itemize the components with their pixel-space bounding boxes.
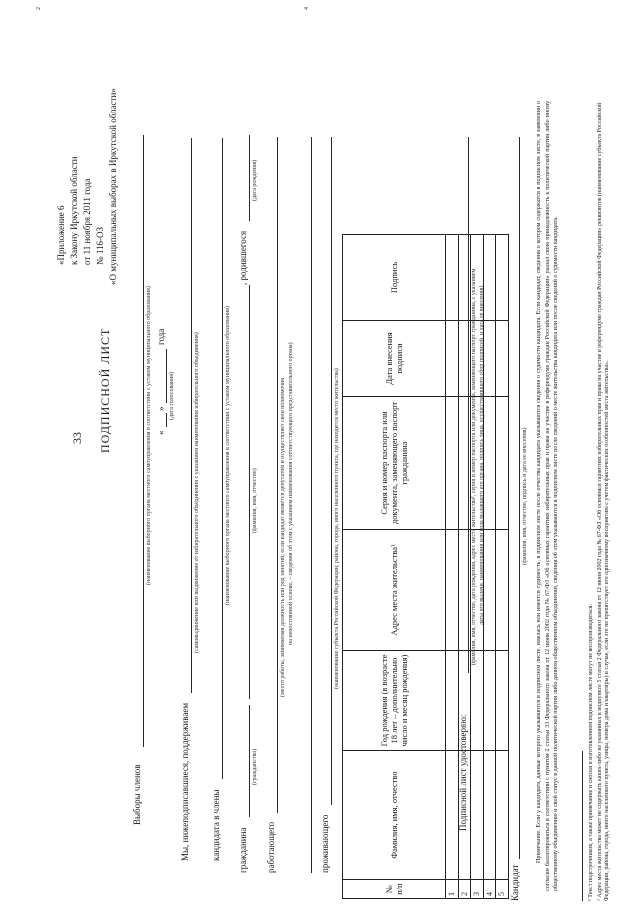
- row-number: 4: [483, 880, 496, 899]
- birthyear-cell: [496, 651, 509, 751]
- candidate-body-line: [222, 138, 223, 779]
- certify-caption-2: даты его выдачи, наименования или кода выдавшего его органа, подпись лица, осуществлявшего сбор подписей, и дата ее внесения): [479, 285, 485, 625]
- signature-cell: [496, 235, 509, 321]
- born-label: , родившегося: [238, 230, 248, 285]
- edge-mark-top: 2: [36, 7, 42, 10]
- date-open-quote: «: [156, 430, 166, 435]
- table-header-row: [343, 235, 446, 899]
- date-cell: [446, 321, 459, 397]
- birthdate-caption: (дата рождения): [252, 159, 258, 201]
- work-caption-1: (место работы, занимаемая должность или род занятий; если кандидат является депутатом и осуществляет свои полномочия: [280, 377, 286, 697]
- birthyear-cell: [471, 651, 484, 751]
- candidate-body-caption: (наименование выборного органа местного самоуправления в соответствии с уставом муниципального образования): [225, 306, 231, 605]
- certify-line: [468, 137, 469, 673]
- certify-label: Подписной лист удостоверяю:: [458, 714, 468, 831]
- col-fio-header: Фамилия, имя, отчество: [343, 751, 446, 880]
- association-caption: (самовыдвижение или выдвижение от избирательного объединения с указанием наименования избирательного объединения): [194, 332, 200, 653]
- residence-line: [331, 137, 332, 805]
- signature-cell: [483, 235, 496, 321]
- col-date-header: Дата внесения подписи: [343, 321, 446, 397]
- certify-caption-1: (фамилия, имя, отчество, дата рождения, адрес места жительства¹, серия и номер паспорта или документа, заменяющего паспорт гражданина, с указанием: [471, 268, 477, 665]
- passport-cell: [483, 397, 496, 530]
- table-row: [483, 235, 496, 899]
- citizenship-line: [249, 705, 250, 817]
- fio-line: [249, 285, 250, 699]
- date-month-line: [166, 349, 167, 403]
- fio-cell: [483, 751, 496, 880]
- working-label: работающего: [266, 821, 276, 873]
- year-label: года: [156, 328, 166, 345]
- we-support-label: Мы, нижеподписавшиеся, поддерживаем: [180, 702, 190, 861]
- appendix-line-3: от 11 ноября 2011 года: [82, 178, 92, 265]
- association-line: [191, 138, 192, 693]
- fio-cell: [446, 751, 459, 880]
- work-caption-2: на непостоянной основе, – сведения об этом с указанием наименования соответствующего представительного органа): [288, 342, 294, 645]
- elections-body-line: [143, 135, 144, 747]
- birthdate-line: [249, 135, 250, 221]
- page-number: 33: [70, 432, 84, 444]
- birthyear-cell: [483, 651, 496, 751]
- footnote-1: ¹ Текст подстрочников, а также примечание и сноски в изготовленном подписном листе могут не воспроизводиться.: [588, 603, 594, 901]
- candidate-sign-line: [519, 137, 520, 859]
- note-paragraph: Примечание. Если у кандидата, данные которого указываются в подписном листе, имелась или имеется судимость, в подписном листе после отчества кандидата указываются сведения о судимости кандидата. Если кандидат, сведения о котором содержатся в подписном листе, в заявлении о согласии баллотироваться в соответствии с пунктом 2 статьи 33 Федерального закона от 12 июня 2002 года № 67-ФЗ «Об основных гарантиях избирательных прав и права на участие в референдуме граждан Российской Федерации» указал свою принадлежность к политической партии либо иному общественному объединению и свой статус в данной политической партии либо данном общественном объединении, сведения об этом указываются в подписном листе после сведений о месте жительства кандидата или после сведений о судимости кандидата.: [536, 101, 560, 891]
- appendix-line-4: № 116-ОЗ: [95, 226, 105, 265]
- signature-cell: [446, 235, 459, 321]
- col-birthyear-header: Год рождения (в возрасте 18 лет – дополнительно число и месяц рождения): [343, 651, 446, 751]
- date-day-line: [166, 413, 167, 427]
- row-number: 2: [458, 880, 471, 899]
- passport-cell: [446, 397, 459, 530]
- candidate-sign-caption: (фамилия, имя, отчество, подпись и дата ее внесения): [522, 427, 528, 565]
- fio-caption: (фамилия, имя, отчество): [252, 468, 258, 533]
- col-address-header: Адрес места жительства¹: [343, 530, 446, 651]
- residing-label: проживающего: [320, 814, 330, 873]
- citizenship-label: гражданина: [238, 827, 248, 873]
- residence-caption: (наименование субъекта Российской Федерации, района, города, иного населенного пункта, где находится место жительства): [334, 368, 340, 689]
- elections-body-caption: (наименование выборного органа местного самоуправления в соответствии с уставом муниципального образования): [146, 286, 152, 585]
- date-caption: (дата голосования): [169, 371, 175, 420]
- row-number: 1: [446, 880, 459, 899]
- address-cell: [496, 530, 509, 651]
- elections-label: Выборы членов: [132, 764, 142, 825]
- candidate-member-label: кандидата в члены: [211, 789, 221, 861]
- row-number: 3: [471, 880, 484, 899]
- col-signature-header: Подпись: [343, 235, 446, 321]
- candidate-sign-label: Кандидат: [510, 864, 520, 901]
- table-row: [496, 235, 509, 899]
- document-title: ПОДПИСНОЙ ЛИСТ: [98, 327, 112, 453]
- date-close-quote: »: [156, 406, 166, 411]
- work-line: [277, 137, 278, 813]
- birthyear-cell: [446, 651, 459, 751]
- row-number: 5: [496, 880, 509, 899]
- appendix-line-1: «Приложение 6: [56, 205, 66, 265]
- col-number-header: № п/п: [343, 880, 446, 899]
- appendix-line-2: к Закону Иркутской области: [69, 156, 79, 265]
- date-cell: [483, 321, 496, 397]
- address-cell: [446, 530, 459, 651]
- footnote-separator: [582, 751, 583, 901]
- edge-mark-right: 4: [304, 7, 310, 10]
- footnote-2: ² Адрес места жительства может не содержать каких-либо из указанных в подпункте 5 статьи 2 Федерального закона от 12 июня 2002 года № 67-ФЗ «Об основных гарантиях избирательных прав и права на участие в референдуме граждан Российской Федерации» реквизитов (наименование субъекта Российской Федерации, района, города, иного населенного пункта, улицы, номера дома и квартиры) в случае, если это не препятствует его однозначному восприятию с учетом фактических особенностей места жительства».: [597, 102, 611, 901]
- fio-cell: [496, 751, 509, 880]
- passport-cell: [496, 397, 509, 530]
- address-cell: [483, 530, 496, 651]
- date-cell: [496, 321, 509, 397]
- col-passport-header: Серия и номер паспорта или документа, заменяющего паспорт гражданина: [343, 397, 446, 530]
- appendix-line-5: «О муниципальных выборах в Иркутской области»: [108, 88, 118, 285]
- work-line-2: [311, 137, 312, 873]
- citizenship-caption: (гражданство): [252, 748, 258, 785]
- table-row: [446, 235, 459, 899]
- fio-cell: [471, 751, 484, 880]
